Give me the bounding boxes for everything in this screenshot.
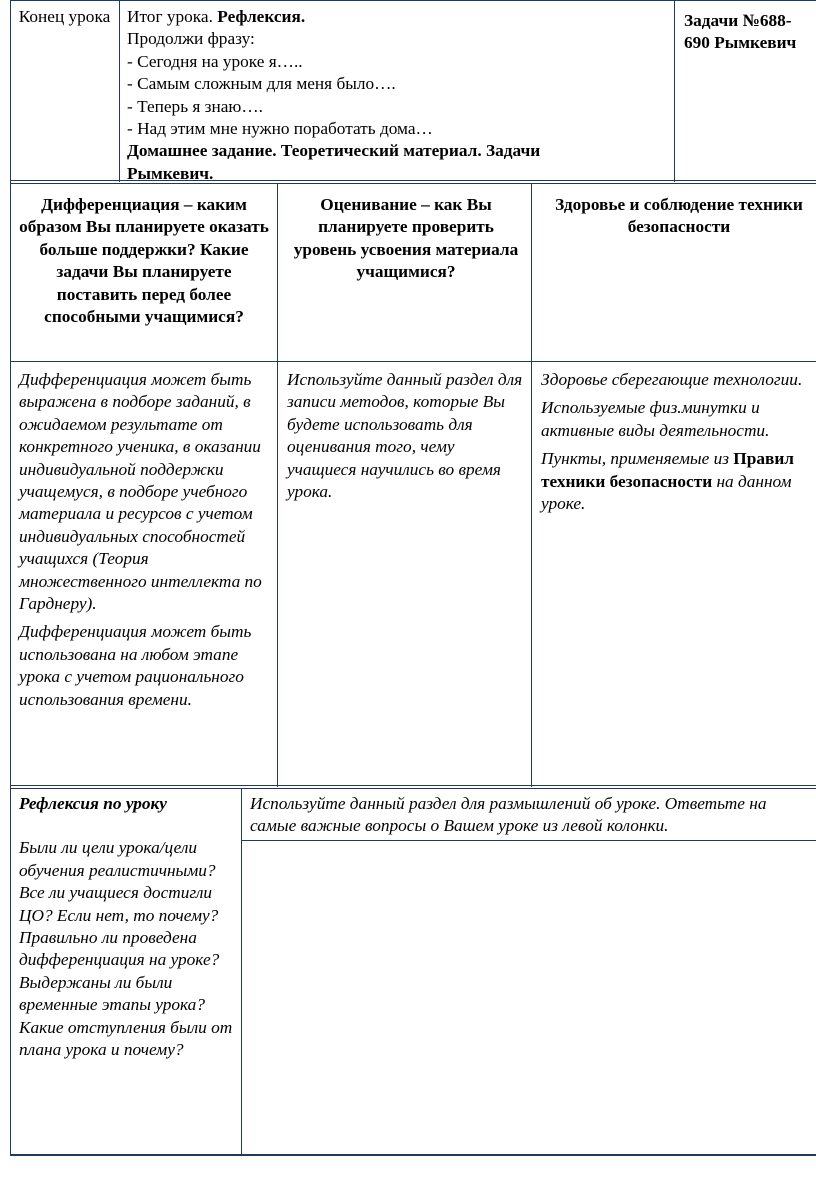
content-bottom-b [10,788,816,789]
reflection-title: Рефлексия по уроку [19,794,167,813]
stage-text: Конец урока [18,7,111,26]
health-paragraph [541,448,813,515]
summary-cell [127,6,669,185]
differentiation-paragraph: Дифференциация может быть выражена в подборе заданий, в ожидаемом результате от конкретного ученика, в оказании индивидуальной поддержки учащемуся, в подборе учебного материала и ресурсов с учетом индивидуальных способностей учащихся (Теория множественного интеллекта по Гарднеру). [19,370,262,614]
border-bottom [10,1154,816,1156]
summary-prefix: Итог урока. [127,7,218,26]
resources-text: Задачи №688-690 Рымкевич [684,11,797,53]
border-left [10,0,11,1156]
differentiation-content [19,369,269,711]
divider-r1-a [119,0,120,182]
divider-r2-a [277,183,278,787]
summary-bold: Рефлексия. [217,7,306,26]
assessment-content [287,369,525,503]
header-assessment-text: Оценивание – как Вы планируете проверить уровень усвоения материала учащимися? [293,195,519,282]
reflection-questions: Были ли цели урока/цели обучения реалистичными? Все ли учащиеся достигли ЦО? Если нет, то почему? Правильно ли проведена дифференциация на уроке? Выдержаны ли были временные этапы урока? Какие отступления были от плана урока и почему? [19,838,233,1060]
health-rules-bold: Правил техники безопасности [541,449,794,491]
phrase-item: - Теперь я знаю…. [127,96,263,116]
border-top [10,0,816,1]
resources-cell [684,10,814,55]
health-rules-prefix: Пункты, применяемые из [541,449,734,469]
homework-text: Домашнее задание. Теоретический материал. Задачи Рымкевич. [127,141,541,183]
phrase-item: - Над этим мне нужно поработать дома… [127,119,433,139]
reflection-instruction-bottom [241,840,816,841]
phrase-item: - Сегодня на уроке я….. [127,51,303,71]
health-rules-suffix: на данном уроке. [541,471,792,514]
continue-phrase-prompt: Продолжи фразу: [127,29,255,49]
divider-r2-b [531,183,532,787]
health-content [541,369,813,515]
header-assessment [288,194,524,284]
reflection-left [19,793,233,1061]
divider-r1-b [674,0,675,182]
header-health [548,194,810,239]
phrase-item: - Самым сложным для меня было…. [127,74,396,94]
header-differentiation [16,194,272,328]
reflection-instruction [250,793,810,838]
reflection-instruction-text: Используйте данный раздел для размышлений об уроке. Ответьте на самые важные вопросы о Вашем уроке из левой колонки. [250,794,767,836]
content-bottom-a [10,785,816,786]
health-paragraph: Здоровье сберегающие технологии. [541,370,803,389]
stage-label [12,6,117,28]
header-bottom [10,361,816,362]
assessment-paragraph: Используйте данный раздел для записи методов, которые Вы будете использовать для оценивания того, чему учащиеся научились во время урока. [287,370,523,502]
differentiation-paragraph: Дифференциация может быть использована на любом этапе урока с учетом рационального использования времени. [19,622,252,709]
summary-line [127,6,669,28]
reflection-answer-area[interactable] [242,842,816,1153]
health-paragraph: Используемые физ.минутки и активные виды деятельности. [541,398,770,440]
header-health-text: Здоровье и соблюдение техники безопасности [555,195,803,237]
header-differentiation-text: Дифференциация – каким образом Вы планируете оказать больше поддержки? Какие задачи Вы планируете поставить перед более способными учащимися? [19,195,269,327]
